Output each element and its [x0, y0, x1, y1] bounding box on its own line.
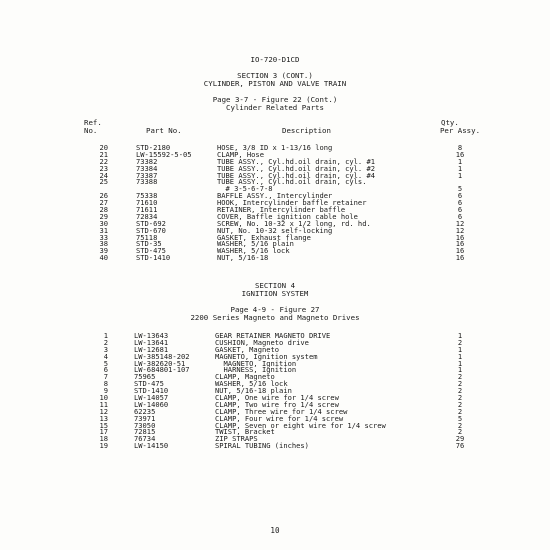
ref-cell: 13: [99, 413, 108, 423]
description-cell: HOOK, Intercylinder baffle retainer: [217, 198, 367, 208]
quantity-cell: 1: [457, 358, 463, 368]
description-cell: SPIRAL TUBING (inches): [215, 441, 309, 451]
quantity-cell: 16: [455, 246, 465, 256]
ref-cell: 12: [99, 406, 108, 416]
ref-cell: 1: [103, 331, 108, 340]
table-row: [0, 254, 550, 261]
ref-cell: 17: [99, 427, 108, 437]
parts-table-cylinder: [0, 144, 550, 261]
ref-cell: 5: [103, 358, 108, 368]
quantity-cell: 1: [457, 156, 463, 166]
quantity-cell: 2: [457, 427, 463, 437]
description-cell: # 3-5-6-7-8: [217, 184, 273, 194]
quantity-cell: 8: [457, 143, 463, 152]
description-cell: CLAMP, Three wire for 1/4 screw: [215, 406, 348, 416]
document-id: IO-720-D1CD: [250, 55, 300, 64]
part-number-cell: 73971: [134, 413, 156, 423]
part-number-cell: 72834: [136, 211, 158, 221]
description-cell: MAGNETO, Ignition system: [215, 351, 318, 361]
description-cell: NUT, No. 10-32 self-locking: [217, 225, 333, 235]
ref-cell: 11: [99, 399, 108, 409]
quantity-cell: 1: [457, 351, 463, 361]
description-cell: NUT, 5/16-18: [217, 253, 269, 263]
quantity-cell: 2: [457, 406, 463, 416]
quantity-cell: 1: [457, 170, 463, 180]
quantity-cell: 2: [457, 393, 463, 403]
description-cell: HOSE, 3/8 ID x 1-13/16 long: [217, 143, 333, 152]
part-number-cell: LW-14057: [134, 393, 169, 403]
ref-cell: 39: [99, 246, 108, 256]
quantity-cell: 5: [457, 184, 463, 194]
part-number-cell: 75338: [136, 191, 158, 201]
description-cell: CLAMP, Hose: [217, 149, 264, 159]
ref-cell: 29: [99, 211, 108, 221]
ref-cell: 2: [103, 337, 108, 347]
part-number-cell: STD-35: [136, 239, 162, 249]
description-cell: WASHER, 5/16 plain: [217, 239, 294, 249]
description-cell: TWIST, Bracket: [215, 427, 275, 437]
quantity-cell: 5: [457, 413, 463, 423]
description-cell: WASHER, 5/16 lock: [215, 379, 288, 389]
quantity-cell: 16: [455, 239, 465, 249]
part-number-cell: STD-1410: [134, 386, 169, 396]
quantity-cell: 29: [455, 434, 465, 444]
table-row: [0, 366, 550, 373]
description-cell: CLAMP, Magneto: [215, 372, 275, 382]
part-number-cell: LW-12681: [134, 344, 169, 354]
figure-reference: Page 4-9 - Figure 27: [230, 305, 320, 314]
quantity-cell: 1: [457, 365, 463, 375]
section-subtitle: CYLINDER, PISTON AND VALVE TRAIN: [203, 79, 347, 88]
ref-cell: 3: [103, 344, 108, 354]
table-row: [0, 442, 550, 449]
description-cell: NUT, 5/16-18 plain: [215, 386, 292, 396]
description-cell: BAFFLE ASSY., Intercylinder: [217, 191, 333, 201]
quantity-cell: 16: [455, 149, 465, 159]
part-number-cell: 71611: [136, 205, 158, 215]
part-number-cell: 72815: [134, 427, 156, 437]
quantity-cell: 12: [455, 218, 465, 228]
part-number-cell: 73050: [134, 420, 156, 430]
ref-cell: 21: [99, 149, 108, 159]
description-cell: TUBE ASSY., Cyl.hd.oil drain, cyl. #2: [217, 163, 376, 173]
description-cell: WASHER, 5/16 lock: [217, 246, 290, 256]
part-number-cell: 75965: [134, 372, 156, 382]
quantity-cell: 2: [457, 420, 463, 430]
ref-cell: 6: [103, 365, 108, 375]
col-ref-header-line1: Ref.: [84, 118, 102, 127]
quantity-cell: 2: [457, 372, 463, 382]
col-qty-header-line2: Per Assy.: [439, 126, 481, 135]
col-ref-header-line2: No.: [84, 126, 98, 135]
ref-cell: 19: [99, 441, 108, 451]
part-number-cell: LW-14150: [134, 441, 169, 451]
ref-cell: 22: [99, 156, 108, 166]
ref-cell: 28: [99, 205, 108, 215]
description-cell: CLAMP, Four wire for 1/4 screw: [215, 413, 344, 423]
part-number-cell: STD-2180: [136, 143, 171, 152]
section-subtitle: IGNITION SYSTEM: [241, 289, 309, 298]
description-cell: TUBE ASSY., Cyl.hd.oil drain, cyls.: [217, 177, 367, 187]
quantity-cell: 2: [457, 386, 463, 396]
ref-cell: 31: [99, 225, 108, 235]
quantity-cell: 6: [457, 205, 463, 215]
ref-cell: 40: [99, 253, 108, 263]
part-number-cell: LW-684801-107: [134, 365, 190, 375]
part-number-cell: 71610: [136, 198, 158, 208]
table-row: [0, 428, 550, 435]
table-row: [0, 422, 550, 429]
ref-cell: 25: [99, 177, 108, 187]
parts-table-ignition: [0, 332, 550, 449]
part-number-cell: STD-692: [136, 218, 166, 228]
part-number-cell: STD-1410: [136, 253, 171, 263]
description-cell: TUBE ASSY., Cyl.hd.oil drain, cyl. #1: [217, 156, 376, 166]
description-cell: HARNESS, Ignition: [215, 365, 297, 375]
part-number-cell: LW-382620-51: [134, 358, 186, 368]
quantity-cell: 2: [457, 399, 463, 409]
section-title: SECTION 4: [254, 281, 296, 290]
quantity-cell: 2: [457, 379, 463, 389]
part-number-cell: LW-15592-5-05: [136, 149, 192, 159]
ref-cell: 8: [103, 379, 108, 389]
quantity-cell: 12: [455, 225, 465, 235]
part-number-cell: STD-475: [136, 246, 166, 256]
ref-cell: 15: [99, 420, 108, 430]
description-cell: CLAMP, Two wire fro 1/4 screw: [215, 399, 339, 409]
part-number-cell: LW-13643: [134, 331, 169, 340]
part-number-cell: 73384: [136, 163, 158, 173]
description-cell: COVER, Baffle ignition cable hole: [217, 211, 358, 221]
part-number-cell: 73388: [136, 177, 158, 187]
col-qty-header-line1: Qty.: [441, 118, 459, 127]
figure-caption: Cylinder Related Parts: [226, 103, 324, 112]
quantity-cell: 16: [455, 253, 465, 263]
page-number: 10: [270, 526, 280, 535]
part-number-cell: 75118: [136, 232, 158, 242]
section-title: SECTION 3 (CONT.): [237, 71, 313, 80]
description-cell: GASKET, Magneto: [215, 344, 280, 354]
quantity-cell: 16: [455, 232, 465, 242]
ref-cell: 38: [99, 239, 108, 249]
ref-cell: 10: [99, 393, 108, 403]
part-number-cell: 73387: [136, 170, 158, 180]
figure-reference: Page 3-7 - Figure 22 (Cont.): [212, 95, 338, 104]
col-part-header: Part No.: [146, 126, 182, 135]
ref-cell: 33: [99, 232, 108, 242]
col-description-header: Description: [282, 126, 331, 135]
description-cell: MAGNETO, Ignition: [215, 358, 297, 368]
part-number-cell: STD-475: [134, 379, 164, 389]
table-row: [0, 178, 550, 185]
quantity-cell: 76: [455, 441, 465, 451]
description-cell: ZIP STRAPS: [215, 434, 258, 444]
ref-cell: 24: [99, 170, 108, 180]
ref-cell: 30: [99, 218, 108, 228]
ref-cell: 26: [99, 191, 108, 201]
description-cell: RETAINER, Intercylinder baffle: [217, 205, 346, 215]
description-cell: GASKET, Exhaust flange: [217, 232, 311, 242]
part-number-cell: LW-13641: [134, 337, 169, 347]
table-row: [0, 247, 550, 254]
figure-caption: 2200 Series Magneto and Magneto Drives: [190, 313, 360, 322]
quantity-cell: 2: [457, 337, 463, 347]
description-cell: TUBE ASSY., Cyl.hd.oil drain, cyl. #4: [217, 170, 376, 180]
quantity-cell: 1: [457, 163, 463, 173]
quantity-cell: 6: [457, 191, 463, 201]
part-number-cell: 76734: [134, 434, 156, 444]
ref-cell: 20: [99, 143, 108, 152]
ref-cell: 7: [103, 372, 108, 382]
description-cell: GEAR RETAINER MAGNETO DRIVE: [215, 331, 331, 340]
description-cell: CLAMP, Seven or eight wire for 1/4 screw: [215, 420, 386, 430]
ref-cell: 23: [99, 163, 108, 173]
quantity-cell: 6: [457, 211, 463, 221]
part-number-cell: 62235: [134, 406, 156, 416]
ref-cell: 18: [99, 434, 108, 444]
ref-cell: 27: [99, 198, 108, 208]
part-number-cell: 73382: [136, 156, 158, 166]
table-row: [0, 144, 550, 151]
part-number-cell: STD-670: [136, 225, 166, 235]
description-cell: CUSHION, Magneto drive: [215, 337, 309, 347]
part-number-cell: LW-14060: [134, 399, 169, 409]
ref-cell: 9: [103, 386, 108, 396]
part-number-cell: LW-385148-202: [134, 351, 190, 361]
ref-cell: 4: [103, 351, 108, 361]
quantity-cell: 6: [457, 198, 463, 208]
description-cell: SCREW, No. 10-32 x 1/2 long, rd. hd.: [217, 218, 371, 228]
quantity-cell: 1: [457, 331, 463, 340]
quantity-cell: 1: [457, 344, 463, 354]
description-cell: CLAMP, One wire for 1/4 screw: [215, 393, 339, 403]
